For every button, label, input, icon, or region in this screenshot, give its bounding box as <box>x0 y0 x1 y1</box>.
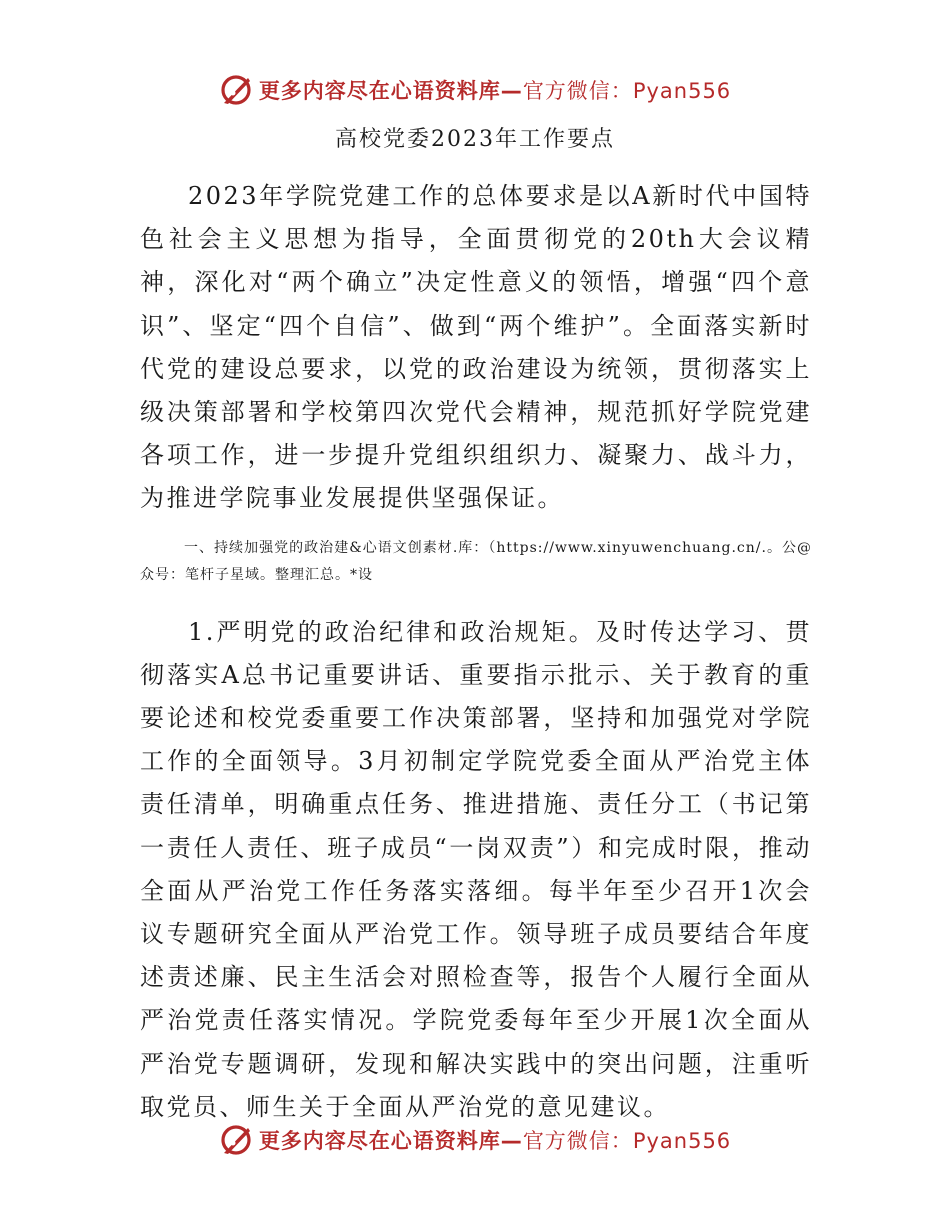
intro-paragraph: 2023年学院党建工作的总体要求是以A新时代中国特色社会主义思想为指导，全面贯彻党的20th大会议精神，深化对“两个确立”决定性意义的领悟，增强“四个意识”、坚定“四个自信”、做到“两个维护”。全面落实新时代党的建设总要求，以党的政治建设为统领，贯彻落实上级决策部署和学校第四次党代会精神，规范抓好学院党建各项工作，进一步提升党组织组织力、凝聚力、战斗力，为推进学院事业发展提供坚强保证。 <box>140 182 812 513</box>
banner-wechat-id: Pyan556 <box>632 79 732 103</box>
quill-logo-icon <box>219 73 253 107</box>
banner-wechat-label: 官方微信： <box>522 1129 633 1153</box>
item-1-paragraph: 1.严明党的政治纪律和政治规矩。及时传达学习、贯彻落实A总书记重要讲话、重要指示批示、关于教育的重要论述和校党委重要工作决策部署，坚持和加强党对学院工作的全面领导。3月初制定学院党委全面从严治党主体责任清单，明确重点任务、推进措施、责任分工（书记第一责任人责任、班子成员“一岗双责”）和完成时限，推动全面从严治党工作任务落实落细。每半年至少召开1次会议专题研究全面从严治党工作。领导班子成员要结合年度述责述廉、民主生活会对照检查等，报告个人履行全面从严治党责任落实情况。学院党委每年至少开展1次全面从严治党专题调研，发现和解决实践中的突出问题，注重听取党员、师生关于全面从严治党的意见建议。 <box>140 617 812 1121</box>
document-body <box>140 175 812 1129</box>
banner-wechat-label: 官方微信： <box>522 79 633 103</box>
banner-main-text: 更多内容尽在心语资料库— <box>258 79 523 103</box>
footer-banner <box>0 1120 950 1160</box>
banner-text <box>259 75 731 105</box>
banner-wechat-id: Pyan556 <box>632 1129 732 1153</box>
document-title: 高校党委2023年工作要点 <box>335 127 615 152</box>
quill-logo-icon <box>219 1123 253 1157</box>
section-heading: 一、持续加强党的政治建&心语文创素材.库：（https://www.xinyuwenchuang.cn/.。公@众号：笔杆子星域。整理汇总。*设 <box>140 539 812 583</box>
banner-main-text: 更多内容尽在心语资料库— <box>258 1129 523 1153</box>
header-banner <box>0 70 950 110</box>
banner-text <box>259 1125 731 1155</box>
